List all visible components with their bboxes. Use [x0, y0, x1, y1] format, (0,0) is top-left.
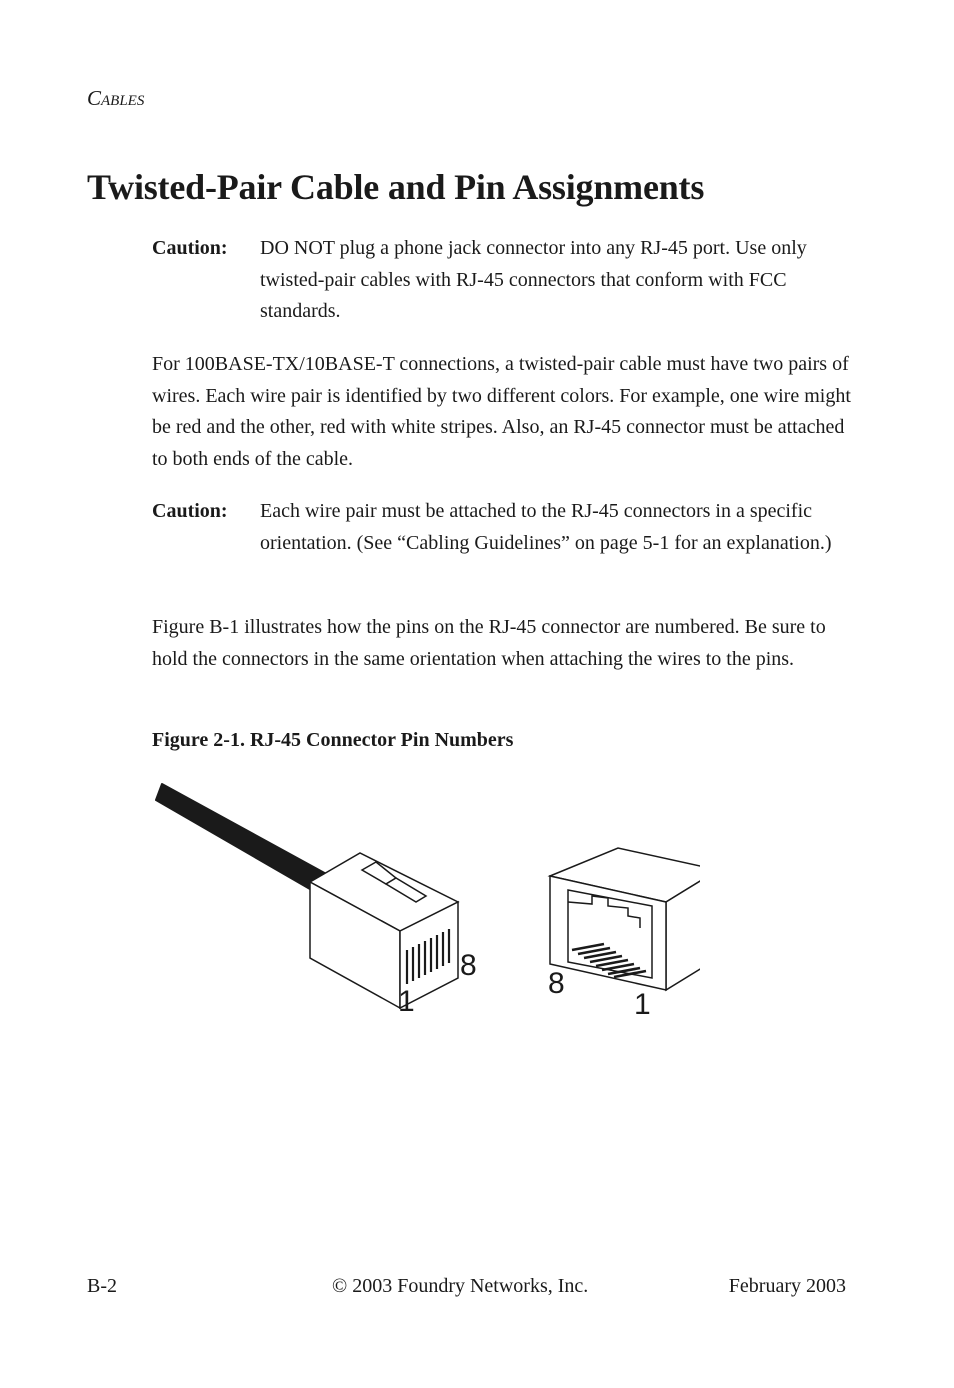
plug-pin-8-label: 8: [460, 949, 477, 982]
rj45-connector-figure: [140, 778, 700, 1028]
footer-copyright: © 2003 Foundry Networks, Inc.: [332, 1275, 589, 1297]
footer-date: February 2003: [728, 1275, 846, 1297]
caution-text: Each wire pair must be attached to the RJ-45 connectors in a specific orientation. (See “Cabling Guidelines” on page 5-1 for an explanation.): [260, 500, 832, 554]
cable: [156, 784, 330, 896]
rj45-plug-illustration: [156, 784, 458, 1008]
plug-pin-1-label: 1: [398, 985, 415, 1018]
running-header-initial: C: [87, 86, 102, 110]
figure-caption: Figure 2-1. RJ-45 Connector Pin Numbers: [152, 729, 514, 751]
running-header-rest: ABLES: [101, 93, 145, 109]
footer-page-number: B-2: [87, 1275, 117, 1297]
page-title: Twisted-Pair Cable and Pin Assignments: [87, 167, 705, 207]
caution-label: Caution:: [152, 237, 228, 259]
caution-text: DO NOT plug a phone jack connector into any RJ-45 port. Use only twisted-pair cables with RJ-45 connectors that conform with FCC standards.: [260, 237, 807, 322]
rj45-jack-illustration: [550, 848, 700, 990]
jack-pin-1-label: 1: [634, 988, 651, 1021]
paragraph-pin-orientation: Figure B-1 illustrates how the pins on the RJ-45 connector are numbered. Be sure to hold the connectors in the same orientation when attaching the wires to the pins.: [152, 616, 826, 670]
running-header: [87, 86, 144, 111]
paragraph-wire-pairs: For 100BASE-TX/10BASE-T connections, a twisted-pair cable must have two pairs of wires. Each wire pair is identified by two different colors. For example, one wire might be red and the other, red with white stripes. Also, an RJ-45 connector must be attached to both ends of the cable.: [152, 353, 851, 470]
caution-label: Caution:: [152, 500, 228, 522]
jack-pin-8-label: 8: [548, 967, 565, 1000]
